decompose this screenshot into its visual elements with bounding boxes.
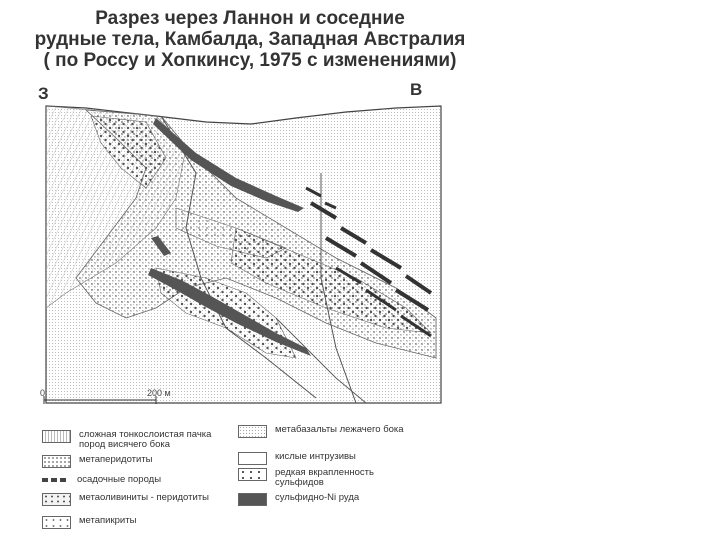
- legend-label-sparse-sulfide: редкая вкрапленность сульфидов: [275, 467, 374, 488]
- legend-label-metaperidotite: метаперидотиты: [79, 454, 153, 465]
- legend-acid-intrusion: [238, 452, 425, 465]
- legend-label-complex-pack: сложная тонкослоистая пачка пород висячего бока: [79, 429, 212, 450]
- legend-metaperidotite: [42, 455, 229, 468]
- legend-swatch-sedimentary: [42, 478, 69, 482]
- legend-swatch-acid-intrusion: [238, 452, 267, 465]
- legend-swatch-metaolivinite: [42, 493, 71, 506]
- legend-metaolivinite: [42, 493, 229, 506]
- legend-ni-ore: [238, 493, 425, 506]
- legend-label-sedimentary: осадочные породы: [77, 474, 162, 485]
- title-line-3: ( по Россу и Хопкинсу, 1975 с изменениями): [43, 50, 457, 71]
- scale-start: 0: [40, 388, 46, 398]
- legend-swatch-metabasalt: [238, 425, 267, 438]
- legend-label-metaolivinite: метаоливиниты - перидотиты: [79, 492, 209, 503]
- legend-swatch-metaperidotite: [42, 455, 71, 468]
- title-line-2: рудные тела, Камбалда, Западная Австралия: [34, 29, 466, 50]
- west-label: З: [38, 84, 49, 103]
- legend-label-metabasalt: метабазальты лежачего бока: [275, 424, 404, 435]
- legend-swatch-ni-ore: [238, 493, 267, 506]
- legend-complex-pack: [42, 430, 229, 450]
- legend-swatch-complex-pack: [42, 430, 71, 443]
- title-line-1: Разрез через Ланнон и соседние: [95, 8, 405, 29]
- legend-swatch-sparse-sulfide: [238, 468, 267, 481]
- scale-end: 200 м: [147, 388, 171, 398]
- east-label: В: [410, 80, 423, 99]
- legend-label-acid-intrusion: кислые интрузивы: [275, 451, 356, 462]
- legend-label-metapicrite: метапикриты: [79, 515, 137, 526]
- legend-sparse-sulfide: [238, 468, 425, 488]
- legend-swatch-metapicrite: [42, 516, 71, 529]
- legend-sedimentary: [42, 475, 227, 485]
- diagram-title: [0, 8, 500, 71]
- legend-metapicrite: [42, 516, 229, 529]
- legend-label-ni-ore: сульфидно-Ni руда: [275, 492, 360, 503]
- cross-section-diagram: [36, 78, 446, 408]
- legend-metabasalt: [238, 425, 425, 438]
